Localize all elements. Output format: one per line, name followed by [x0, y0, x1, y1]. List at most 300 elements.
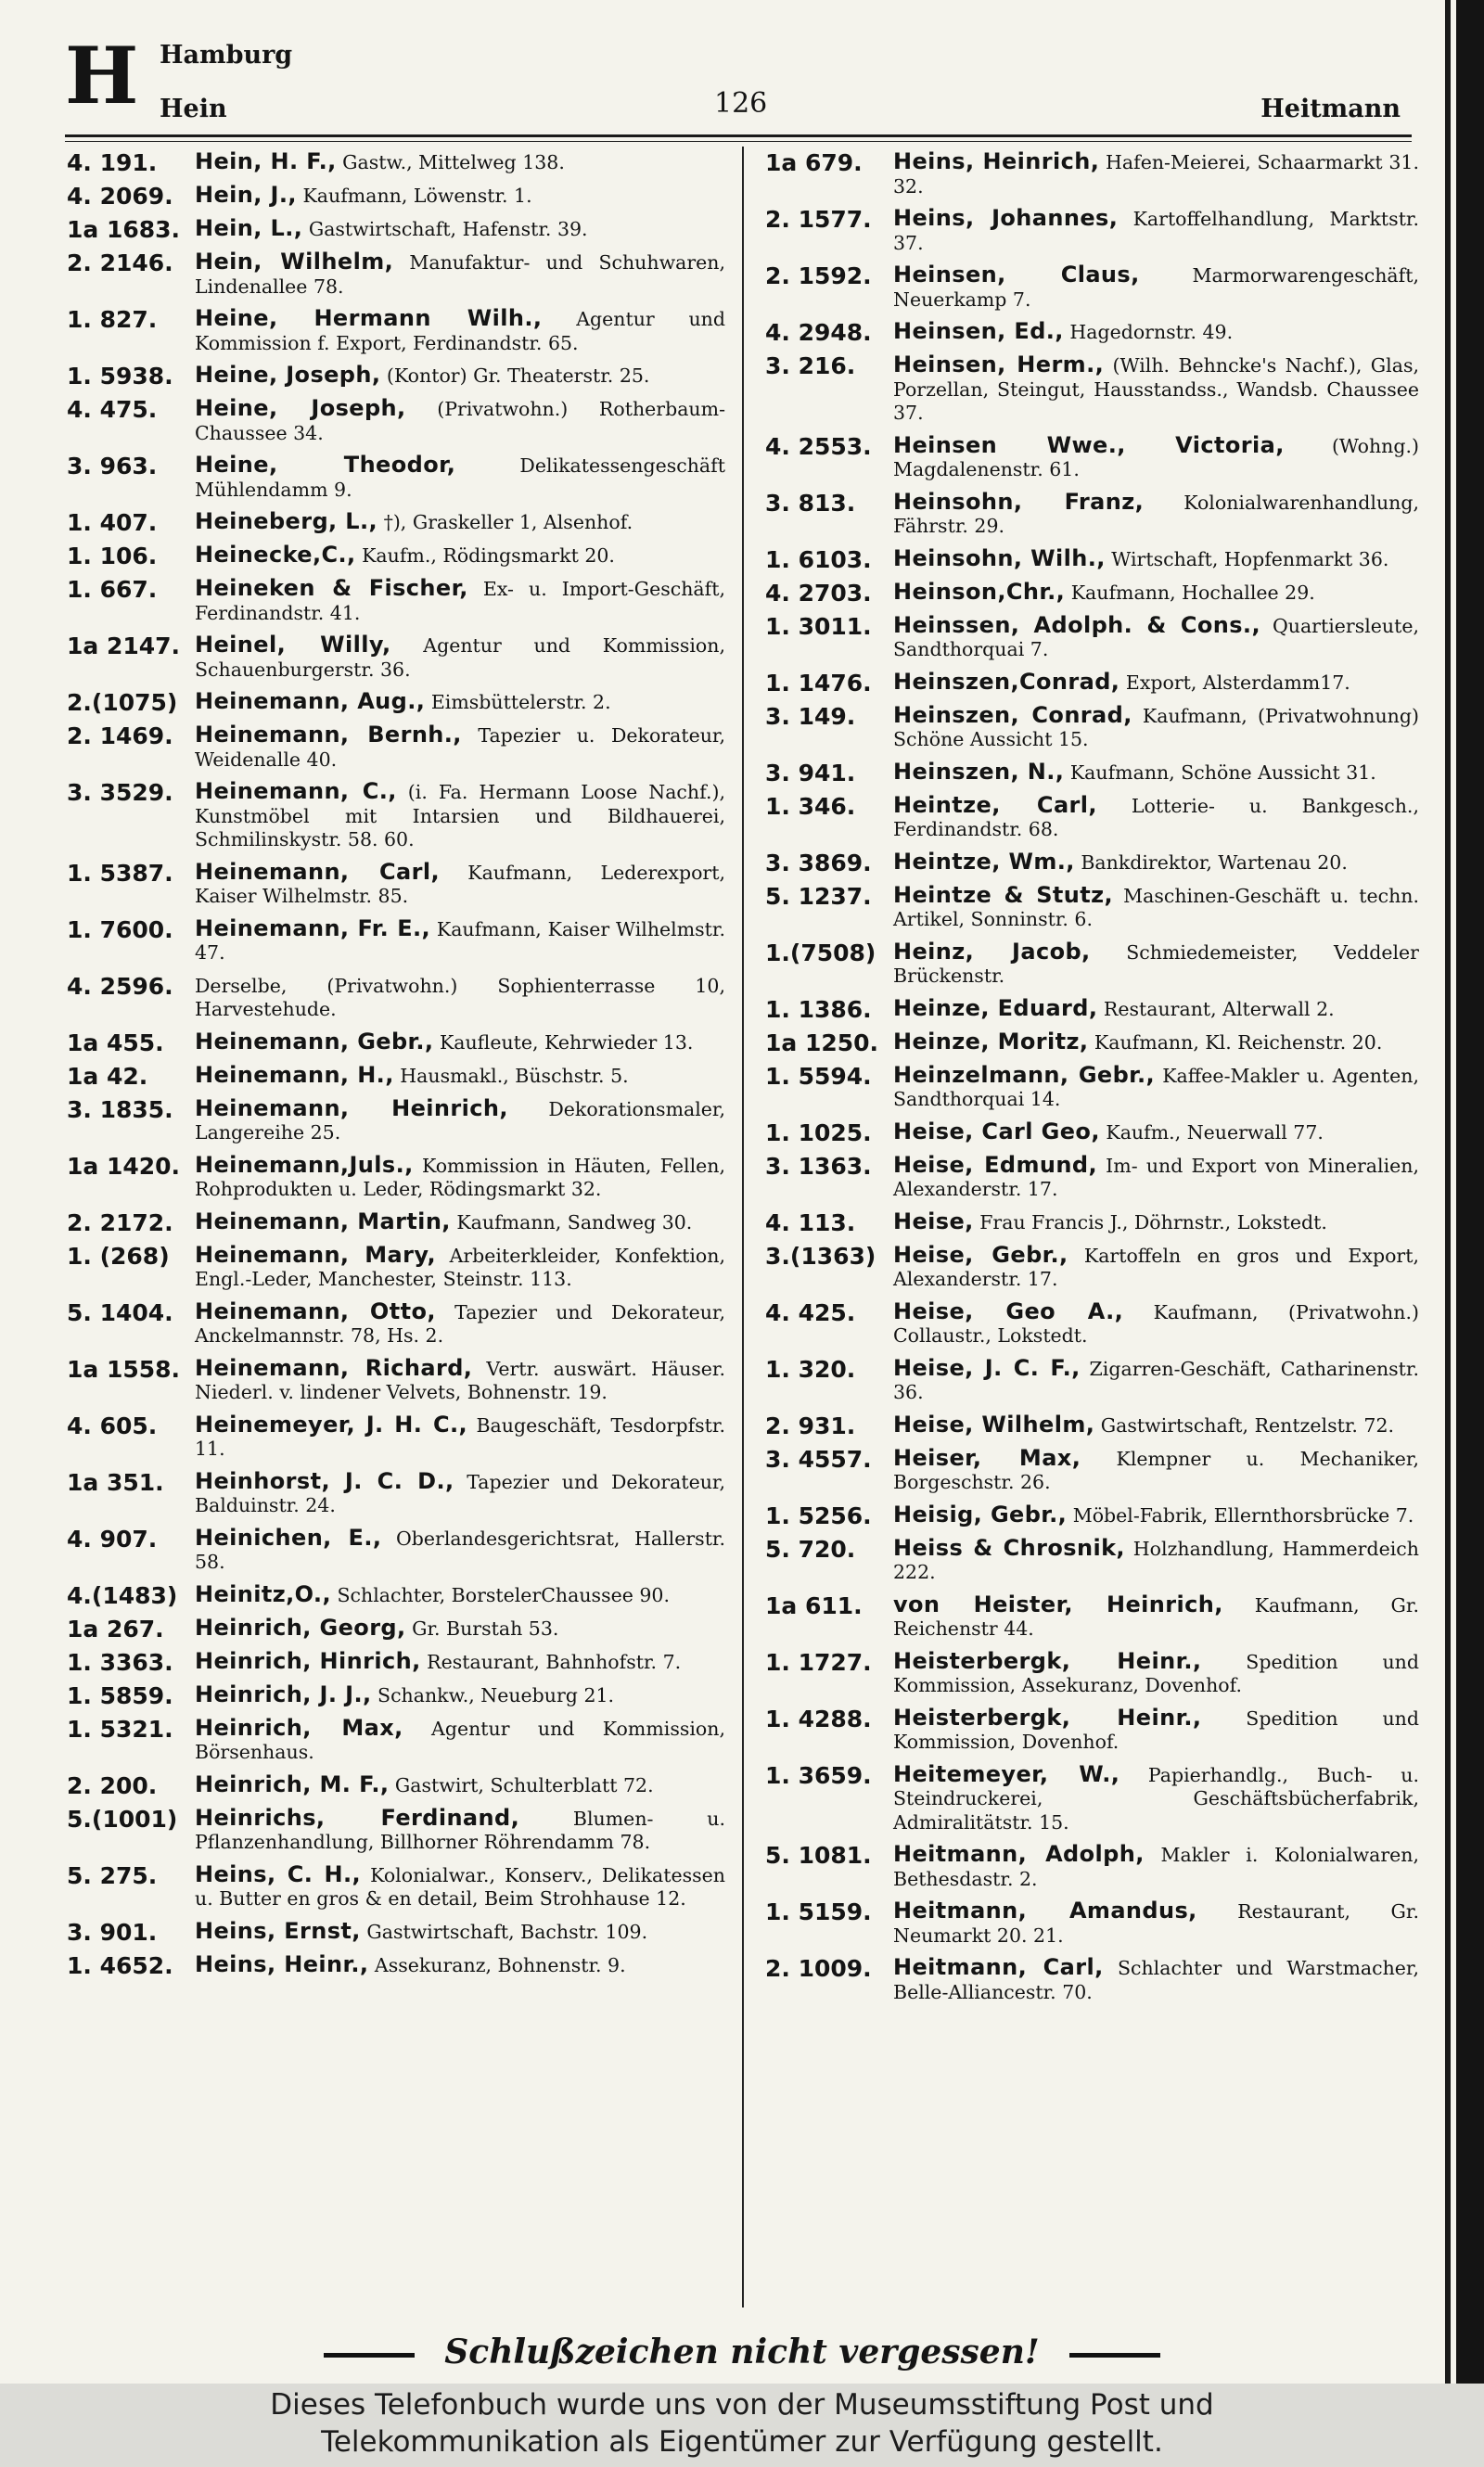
phone-number: 1a 1420. — [67, 1152, 181, 1180]
phone-number: 3. 3869. — [765, 849, 872, 876]
subscriber-name: Heinrichs, Ferdinand, — [195, 1804, 520, 1831]
entry-body — [195, 1354, 725, 1405]
directory-entry — [765, 431, 1419, 482]
directory-entry — [765, 758, 1419, 786]
page-edge-line — [1445, 0, 1451, 2384]
subscriber-name: Heinszen, Conrad, — [893, 701, 1132, 728]
phone-number: 4. 191. — [67, 149, 158, 176]
subscriber-name: Heineberg, L., — [195, 508, 378, 534]
footer-bar-left — [324, 2353, 415, 2358]
subscriber-details: Kaufmann, Kaiser Wilhelmstr. 47. — [195, 917, 725, 964]
directory-entry — [765, 1843, 1419, 1891]
phone-number: 4. 907. — [67, 1525, 158, 1553]
subscriber-details: †), Graskeller 1, Alsenhof. — [383, 511, 633, 533]
subscriber-details: Tapezier und Dekorateur, Balduinstr. 24. — [195, 1470, 725, 1516]
directory-entry — [67, 1210, 725, 1235]
entry-body — [195, 633, 725, 682]
subscriber-details: Kaufmann, Gr. Reichenstr 44. — [893, 1593, 1419, 1640]
phone-number: 1. 6103. — [765, 545, 872, 573]
entry-body — [195, 510, 725, 535]
phone-number: 1a 1683. — [67, 216, 181, 243]
phone-number: 1. (268) — [67, 1242, 170, 1270]
entry-body — [195, 858, 725, 909]
subscriber-name: Heinemann, Aug., — [195, 688, 426, 714]
phone-number: 1. 3011. — [765, 612, 872, 640]
entry-body — [893, 1030, 1419, 1055]
entry-body — [195, 307, 725, 355]
directory-entry — [67, 1950, 725, 1979]
subscriber-details: Delikatessengeschäft Mühlendamm 9. — [195, 454, 725, 501]
subscriber-name: Hein, Wilhelm, — [195, 249, 394, 275]
subscriber-name: Heisig, Gebr., — [893, 1501, 1068, 1527]
phone-number: 2. 2146. — [67, 249, 173, 276]
entry-body — [893, 1534, 1419, 1585]
entry-body — [195, 1030, 725, 1055]
entry-body — [893, 940, 1419, 989]
directory-entry — [765, 1444, 1419, 1495]
directory-entry — [67, 1804, 725, 1855]
phone-number: 3. 901. — [67, 1918, 158, 1946]
subscriber-details: Eimsbüttelerstr. 2. — [430, 691, 611, 713]
subscriber-details: Hagedornstr. 49. — [1069, 321, 1234, 343]
directory-entry — [765, 850, 1419, 876]
subscriber-details: Schankw., Neueburg 21. — [377, 1683, 615, 1706]
subscriber-details: Klempner u. Mechaniker, Borgeschstr. 26. — [893, 1447, 1419, 1493]
directory-entry — [765, 1760, 1419, 1835]
subscriber-name: Heinsen, Claus, — [893, 262, 1140, 288]
subscriber-name: Heinze, Eduard, — [893, 994, 1098, 1021]
phone-number: 4. 2703. — [765, 579, 872, 607]
subscriber-name: Heinitz,O., — [195, 1580, 331, 1607]
subscriber-name: Heitmann, Adolph, — [893, 1841, 1145, 1867]
entry-body — [893, 578, 1419, 606]
phone-number: 4. 605. — [67, 1412, 158, 1439]
phone-number: 3. 963. — [67, 453, 158, 479]
phone-number: 4. 425. — [765, 1298, 856, 1326]
phone-number: 2.(1075) — [67, 689, 178, 716]
subscriber-name: Heinrich, Max, — [195, 1714, 403, 1741]
directory-entry — [67, 1770, 725, 1799]
directory-entry — [765, 1534, 1419, 1585]
phone-number: 2. 200. — [67, 1771, 158, 1799]
entry-body — [893, 544, 1419, 572]
header-last-name: Heitmann — [1260, 95, 1401, 123]
subscriber-details: Agentur und Kommission f. Export, Ferdinandstr. 65. — [195, 308, 725, 354]
subscriber-details: Maschinen-Geschäft u. techn. Artikel, Sonninstr. 6. — [893, 884, 1419, 930]
phone-number: 1. 346. — [765, 792, 856, 820]
phone-number: 3. 941. — [765, 759, 856, 786]
subscriber-details: (Kontor) Gr. Theaterstr. 25. — [386, 364, 650, 387]
subscriber-name: Heise, Edmund, — [893, 1151, 1097, 1178]
phone-number: 1. 1476. — [765, 669, 872, 697]
phone-number: 1. 407. — [67, 509, 158, 536]
entry-body — [893, 701, 1419, 752]
subscriber-details: Agentur und Kommission, Börsenhaus. — [195, 1717, 725, 1763]
subscriber-details: Tapezier u. Dekorateur, Weidenalle 40. — [195, 724, 725, 771]
subscriber-details: (Privatwohn.) Rotherbaum-Chaussee 34. — [195, 398, 725, 444]
directory-entry — [765, 1151, 1419, 1202]
directory-entry — [67, 454, 725, 502]
subscriber-details: Gr. Burstah 53. — [412, 1617, 559, 1640]
phone-number: 2. 2172. — [67, 1208, 173, 1236]
entry-body — [893, 488, 1419, 539]
subscriber-name: Heintze & Stutz, — [893, 881, 1113, 908]
subscriber-details: Gastwirt, Schulterblatt 72. — [394, 1773, 654, 1796]
subscriber-name: Heins, Johannes, — [893, 205, 1119, 231]
subscriber-name: Heitmann, Carl, — [893, 1954, 1104, 1980]
directory-entry — [765, 791, 1419, 842]
entry-body — [195, 974, 725, 1022]
subscriber-name: Heinecke,C., — [195, 542, 356, 568]
directory-entry — [67, 1683, 725, 1708]
subscriber-name: Heinemann, Bernh., — [195, 722, 462, 748]
phone-number: 4. 2948. — [765, 319, 872, 346]
phone-number: 2. 1469. — [67, 722, 173, 749]
phone-number: 1a 267. — [67, 1615, 164, 1643]
subscriber-name: Heinsen, Herm., — [893, 352, 1105, 377]
entry-body — [195, 217, 725, 242]
right-column — [765, 150, 1419, 2013]
subscriber-details: Kaufmann, (Privatwohnung) Schöne Aussicht 15. — [893, 704, 1419, 750]
entry-body — [893, 1593, 1419, 1642]
subscriber-name: Heinrich, Hinrich, — [195, 1647, 421, 1674]
entry-body — [195, 1860, 725, 1911]
subscriber-details: Kaufm., Rödingsmarkt 20. — [362, 544, 615, 567]
subscriber-name: Heitmann, Amandus, — [893, 1898, 1197, 1924]
entry-body — [195, 454, 725, 502]
footer-reminder-text: Schlußzeichen nicht vergessen! — [444, 2333, 1040, 2371]
subscriber-name: Heinemann, Richard, — [195, 1354, 473, 1381]
entry-body — [893, 1956, 1419, 2004]
entry-body — [893, 791, 1419, 842]
entry-body — [195, 1647, 725, 1675]
directory-entry — [67, 1647, 725, 1676]
entry-body — [195, 250, 725, 299]
subscriber-details: Kolonialwarenhandlung, Fährstr. 29. — [893, 491, 1419, 537]
subscriber-name: Heise, Geo A., — [893, 1297, 1124, 1324]
directory-entry — [765, 1210, 1419, 1235]
phone-number: 1a 455. — [67, 1029, 164, 1056]
subscriber-details: Restaurant, Gr. Neumarkt 20. 21. — [893, 1900, 1419, 1947]
phone-number: 3. 813. — [765, 489, 856, 517]
entry-body — [893, 1061, 1419, 1112]
entry-body — [893, 320, 1419, 345]
subscriber-name: Heinemann,Juls., — [195, 1151, 414, 1178]
phone-number: 1. 5594. — [765, 1062, 872, 1090]
phone-number: 1a 351. — [67, 1468, 164, 1496]
subscriber-details: Dekorationsmaler, Langereihe 25. — [195, 1097, 725, 1144]
subscriber-name: Heine, Joseph, — [195, 362, 381, 388]
directory-entry — [67, 723, 725, 772]
header-city: Hamburg — [160, 41, 293, 70]
phone-number: 4. 475. — [67, 396, 158, 423]
subscriber-details: Oberlandesgerichtsrat, Hallerstr. 58. — [195, 1527, 725, 1573]
subscriber-details: Quartiersleute, Sandthorquai 7. — [893, 614, 1419, 660]
caption-line-1: Dieses Telefonbuch wurde uns von der Museumsstiftung Post und — [270, 2388, 1214, 2422]
entry-body — [195, 397, 725, 445]
subscriber-details: Vertr. auswärt. Häuser. Niederl. v. lindener Velvets, Bohnenstr. 19. — [195, 1357, 725, 1403]
entry-body — [195, 1917, 725, 1945]
subscriber-name: Heinichen, E., — [195, 1524, 382, 1551]
subscriber-name: Heinrich, Georg, — [195, 1614, 406, 1641]
subscriber-details: Restaurant, Bahnhofstr. 7. — [427, 1650, 682, 1673]
directory-entry — [67, 217, 725, 242]
page-edge-shadow — [1456, 0, 1484, 2384]
directory-entry — [67, 1413, 725, 1462]
phone-number: 4. 2596. — [67, 972, 173, 1000]
subscriber-details: Manufaktur- und Schuhwaren, Lindenallee 78. — [195, 251, 725, 298]
subscriber-details: Gastwirtschaft, Rentzelstr. 72. — [1100, 1413, 1395, 1437]
phone-number: 1. 106. — [67, 543, 158, 569]
phone-number: 2. 1577. — [765, 206, 872, 233]
directory-entry — [67, 307, 725, 355]
directory-entry — [765, 1241, 1419, 1292]
directory-entry — [67, 1030, 725, 1055]
phone-number: 1. 827. — [67, 306, 158, 333]
entry-body — [195, 1804, 725, 1855]
subscriber-details: Ex- u. Import-Geschäft, Ferdinandstr. 41. — [195, 578, 725, 624]
header-rule-thin — [65, 141, 1412, 142]
subscriber-name: Heinsen, Ed., — [893, 318, 1064, 344]
entry-body — [195, 1580, 725, 1608]
entry-body — [195, 184, 725, 209]
entry-body — [195, 914, 725, 965]
phone-number: 1a 679. — [765, 149, 863, 176]
entry-body — [195, 1151, 725, 1202]
phone-number: 2. 1592. — [765, 262, 872, 289]
directory-entry — [67, 364, 725, 389]
subscriber-name: Heisterbergk, Heinr., — [893, 1647, 1202, 1674]
entry-body — [893, 1899, 1419, 1948]
directory-entry — [765, 668, 1419, 697]
entry-body — [195, 1413, 725, 1462]
directory-entry — [765, 1956, 1419, 2004]
subscriber-name: Heinel, Willy, — [195, 632, 391, 658]
directory-entry — [765, 881, 1419, 932]
subscriber-details: Bankdirektor, Wartenau 20. — [1081, 850, 1348, 874]
directory-entry — [765, 1120, 1419, 1145]
entry-body — [893, 353, 1419, 426]
entry-body — [893, 668, 1419, 696]
phone-number: 1a 611. — [765, 1591, 863, 1619]
phone-number: 1a 1250. — [765, 1029, 879, 1056]
directory-entry — [67, 1151, 725, 1202]
subscriber-name: Heinemeyer, J. H. C., — [195, 1411, 467, 1438]
phone-number: 1. 667. — [67, 576, 158, 603]
subscriber-details: Kaufmann, Löwenstr. 1. — [302, 185, 532, 207]
entry-body — [195, 1061, 725, 1089]
phone-number: 5. 720. — [765, 1535, 856, 1563]
subscriber-details: (Wilh. Behncke's Nachf.), Glas, Porzellan, Steingut, Hausstandss., Wandsb. Chaussee 37. — [893, 354, 1419, 424]
subscriber-name: Heinrich, M. F., — [195, 1770, 390, 1797]
directory-entry — [67, 397, 725, 445]
directory-entry — [67, 510, 725, 535]
subscriber-name: Heitemeyer, W., — [893, 1760, 1120, 1787]
directory-entry — [765, 1899, 1419, 1948]
subscriber-details: Kommission in Häuten, Fellen, Rohprodukten u. Leder, Rödingsmarkt 32. — [195, 1154, 725, 1200]
subscriber-details: Gastwirtschaft, Hafenstr. 39. — [308, 218, 588, 240]
entry-body — [195, 1524, 725, 1575]
phone-number: 3. 1363. — [765, 1152, 872, 1180]
entry-body — [893, 150, 1419, 198]
entry-body — [195, 1950, 725, 1978]
subscriber-details: Restaurant, Alterwall 2. — [1103, 997, 1335, 1020]
subscriber-details: Holzhandlung, Hammerdeich 222. — [893, 1537, 1419, 1583]
subscriber-name: Heins, Heinr., — [195, 1950, 369, 1977]
subscriber-name: Hein, L., — [195, 215, 303, 241]
entry-body — [893, 1297, 1419, 1349]
subscriber-name: Heine, Theodor, — [195, 452, 456, 478]
directory-entry — [765, 940, 1419, 989]
entry-body — [893, 758, 1419, 786]
copyright-caption — [0, 2384, 1484, 2467]
directory-entry — [67, 1061, 725, 1090]
subscriber-name: Heise, J. C. F., — [893, 1354, 1081, 1381]
entry-body — [893, 994, 1419, 1022]
entry-body — [893, 1843, 1419, 1891]
subscriber-name: Heinemann, Carl, — [195, 858, 440, 885]
phone-number: 3. 149. — [765, 702, 856, 730]
phone-number: 1. 320. — [765, 1355, 856, 1383]
subscriber-name: Hein, J., — [195, 182, 297, 208]
subscriber-details: Kaufmann, Sandweg 30. — [456, 1210, 693, 1234]
phone-number: 4. 113. — [765, 1208, 856, 1236]
directory-entry — [765, 263, 1419, 312]
entry-body — [893, 1413, 1419, 1438]
subscriber-details: (i. Fa. Hermann Loose Nachf.), Kunstmöbel mit Intarsien und Bildhauerei, Schmilinskystr. 58. 60. — [195, 781, 725, 850]
phone-number: 4. 2553. — [765, 432, 872, 460]
entry-body — [893, 1503, 1419, 1528]
entry-body — [195, 1467, 725, 1518]
subscriber-details: Makler i. Kolonialwaren, Bethesdastr. 2. — [893, 1844, 1419, 1890]
subscriber-name: Heintze, Wm., — [893, 848, 1075, 875]
subscriber-details: Kaufleute, Kehrwieder 13. — [439, 1030, 694, 1054]
directory-entry — [765, 488, 1419, 539]
column-divider — [742, 147, 744, 2307]
subscriber-name: Heinsohn, Wilh., — [893, 544, 1106, 571]
subscriber-name: Heinssen, Adolph. & Cons., — [893, 611, 1260, 638]
entry-body — [893, 1354, 1419, 1405]
directory-entry — [765, 1061, 1419, 1112]
phone-number: 3. 4557. — [765, 1445, 872, 1473]
phone-number: 1. 7600. — [67, 915, 173, 943]
subscriber-name: Heinz, Jacob, — [893, 938, 1091, 965]
phone-number: 5. 1081. — [765, 1842, 872, 1869]
subscriber-details: Möbel-Fabrik, Ellernthorsbrücke 7. — [1072, 1503, 1414, 1527]
phone-number: 1. 5859. — [67, 1681, 173, 1709]
directory-entry — [67, 1524, 725, 1575]
subscriber-name: Heinemann, Heinrich, — [195, 1094, 508, 1121]
phone-number: 2. 931. — [765, 1412, 856, 1439]
subscriber-details: Kartoffeln en gros und Export, Alexanderstr. 17. — [893, 1244, 1419, 1290]
subscriber-details: Hausmakl., Büschstr. 5. — [400, 1064, 629, 1087]
entry-body — [195, 1770, 725, 1798]
subscriber-details: Hafen-Meierei, Schaarmarkt 31. 32. — [893, 151, 1419, 198]
entry-body — [195, 690, 725, 715]
entry-body — [893, 1241, 1419, 1292]
subscriber-name: Heinson,Chr., — [893, 578, 1066, 605]
subscriber-details: Derselbe, (Privatwohn.) Sophienterrasse 10, Harvestehude. — [195, 974, 725, 1020]
phone-number: 1a 42. — [67, 1062, 148, 1090]
entry-body — [893, 881, 1419, 932]
directory-entry — [765, 320, 1419, 345]
page-header — [65, 30, 1410, 130]
subscriber-name: Heise, Wilhelm, — [893, 1411, 1095, 1438]
entry-body — [893, 207, 1419, 255]
directory-entry — [765, 150, 1419, 198]
entry-body — [195, 723, 725, 772]
subscriber-name: Heinemann, Mary, — [195, 1241, 437, 1268]
phone-number: 1. 4652. — [67, 1951, 173, 1979]
subscriber-name: Heise, — [893, 1208, 974, 1234]
directory-entry — [67, 150, 725, 175]
subscriber-name: Hein, H. F., — [195, 148, 337, 174]
entry-body — [195, 1297, 725, 1349]
subscriber-details: Tapezier und Dekorateur, Anckelmannstr. 78, Hs. 2. — [195, 1300, 725, 1347]
subscriber-details: Kaufmann, (Privatwohn.) Collaustr., Lokstedt. — [893, 1300, 1419, 1347]
subscriber-details: Blumen- u. Pflanzenhandlung, Billhorner Röhrendamm 78. — [195, 1807, 725, 1853]
phone-number: 2. 1009. — [765, 1955, 872, 1982]
phone-number: 4. 2069. — [67, 183, 173, 210]
directory-entry — [67, 1094, 725, 1145]
entry-body — [195, 577, 725, 625]
subscriber-details: Baugeschäft, Tesdorpfstr. 11. — [195, 1413, 725, 1460]
subscriber-details: Papierhandlg., Buch- u. Steindruckerei, Geschäftsbücherfabrik, Admiralitätstr. 15. — [893, 1763, 1419, 1834]
entry-body — [195, 150, 725, 175]
directory-entry — [67, 1580, 725, 1609]
footer-bar-right — [1069, 2353, 1160, 2358]
phone-number: 5. 1404. — [67, 1298, 173, 1326]
directory-entry — [67, 780, 725, 852]
directory-entry — [67, 1467, 725, 1518]
subscriber-name: Heinemann, Martin, — [195, 1208, 451, 1234]
directory-entry — [67, 914, 725, 965]
directory-entry — [67, 1714, 725, 1765]
subscriber-name: Heiss & Chrosnik, — [893, 1534, 1125, 1561]
page-number: 126 — [714, 87, 768, 120]
subscriber-details: Kolonialwar., Konserv., Delikatessen u. Butter en gros & en detail, Beim Strohhause 12. — [195, 1863, 725, 1910]
phone-number: 4.(1483) — [67, 1581, 178, 1609]
phone-number: 3. 216. — [765, 352, 856, 379]
entry-body — [195, 1210, 725, 1235]
directory-entry — [67, 1917, 725, 1946]
phone-number: 5. 275. — [67, 1861, 158, 1889]
subscriber-name: Heise, Carl Geo, — [893, 1118, 1100, 1144]
phone-number: 5. 1237. — [765, 882, 872, 910]
directory-entry — [67, 1860, 725, 1911]
directory-entry — [765, 544, 1419, 573]
phone-number: 1. 5159. — [765, 1898, 872, 1925]
subscriber-name: Heinszen, N., — [893, 758, 1065, 785]
entry-body — [893, 1151, 1419, 1202]
entry-body — [893, 1444, 1419, 1495]
directory-entry — [67, 633, 725, 682]
directory-entry — [67, 1241, 725, 1292]
phone-number: 1. 1025. — [765, 1118, 872, 1146]
phone-number: 1. 4288. — [765, 1705, 872, 1732]
subscriber-details: Schlachter und Warstmacher, Belle-Alliancestr. 70. — [893, 1957, 1419, 2003]
directory-entry — [67, 250, 725, 299]
subscriber-details: Gastwirtschaft, Bachstr. 109. — [366, 1920, 648, 1943]
subscriber-name: Heinszen,Conrad, — [893, 668, 1120, 695]
phone-number: 1. 1727. — [765, 1648, 872, 1676]
subscriber-name: von Heister, Heinrich, — [893, 1591, 1223, 1617]
subscriber-details: Im- und Export von Mineralien, Alexanderstr. 17. — [893, 1154, 1419, 1200]
directory-entry — [67, 690, 725, 715]
header-first-name: Hein — [160, 95, 227, 123]
subscriber-name: Heinsohn, Franz, — [893, 488, 1145, 515]
entry-body — [893, 1647, 1419, 1698]
